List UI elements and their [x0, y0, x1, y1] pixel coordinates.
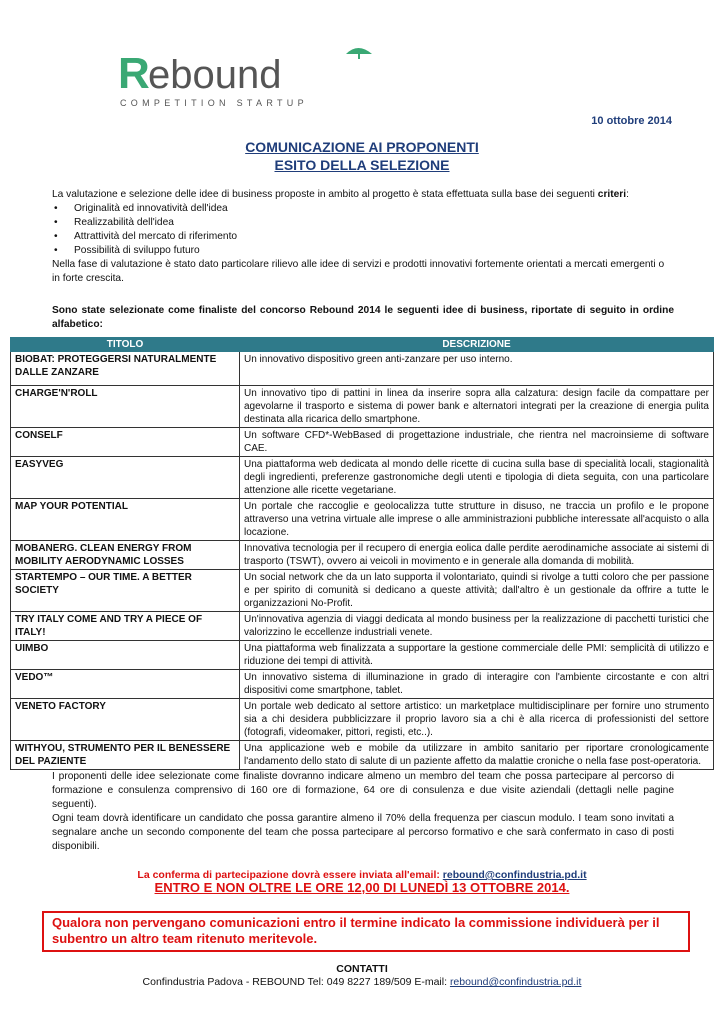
- table-row: [11, 499, 714, 541]
- idea-title: BIOBAT: PROTEGGERSI NATURALMENTE DALLE ZANZARE: [11, 352, 240, 386]
- idea-title: EASYVEG: [11, 457, 240, 499]
- title-line-2: ESITO DELLA SELEZIONE: [274, 157, 450, 173]
- idea-title: TRY ITALY COME AND TRY A PIECE OF ITALY!: [11, 612, 240, 641]
- finalists-instructions: [52, 770, 674, 854]
- criterion-item: • Realizzabilità dell'idea: [52, 216, 674, 230]
- intro-paragraph: [52, 188, 674, 202]
- table-header-row: [11, 338, 714, 352]
- contacts-email-link[interactable]: rebound@confindustria.pd.it: [449, 976, 582, 988]
- document-date: 10 ottobre 2014: [591, 115, 672, 127]
- idea-title: STARTEMPO – OUR TIME. A BETTER SOCIETY: [11, 570, 240, 612]
- idea-description: Innovativa tecnologia per il recupero di energia eolica dalle perdite aerodinamiche associate ai sistemi di trasporto (TSWT), ovvero ai veicoli in movimento e in generale alla domanda di mobilità.: [240, 541, 714, 570]
- idea-description: Una piattaforma web dedicata al mondo delle ricette di cucina sulla base di specialità locali, stagionalità degli ingredienti, preferenze gastronomiche degli utenti e tipologia di dieta seguita, con una particolare attenzione alle ricette vegetariane.: [240, 457, 714, 499]
- selected-ideas-intro: Sono state selezionate come finaliste del concorso Rebound 2014 le seguenti idee di business, riportate di seguito in ordine alfabetico:: [52, 305, 674, 330]
- table-row: [11, 570, 714, 612]
- svg-text:COMPETITION STARTUP: COMPETITION STARTUP: [120, 98, 308, 108]
- idea-title: VENETO FACTORY: [11, 699, 240, 741]
- idea-title: MAP YOUR POTENTIAL: [11, 499, 240, 541]
- idea-description: Un innovativo sistema di illuminazione in grado di interagire con l'ambiente circostante e con altri dispositivi come smartphone, tablet.: [240, 670, 714, 699]
- contacts-text: Confindustria Padova - REBOUND Tel: 049 8227 189/509 E-mail:: [142, 976, 450, 988]
- table-row: [11, 352, 714, 386]
- column-header-description: DESCRIZIONE: [240, 338, 714, 352]
- table-row: [11, 457, 714, 499]
- idea-title: CHARGE'N'ROLL: [11, 386, 240, 428]
- idea-description: Una applicazione web e mobile da utilizzare in ambito sanitario per riportare cronologicamente l'andamento dello stato di salute di un paziente affetto da malattie croniche o nella fase post-operatoria.: [240, 741, 714, 770]
- idea-description: Una piattaforma web finalizzata a supportare la gestione commerciale delle PMI: semplicità di utilizzo e riduzione dei tempi di attività.: [240, 641, 714, 670]
- table-row: [11, 670, 714, 699]
- warning-text: Qualora non pervengano comunicazioni entro il termine indicato la commissione individuerà per il subentro un altro team ritenuto meritevole.: [52, 915, 660, 946]
- svg-text:R: R: [118, 49, 149, 98]
- table-row: [11, 741, 714, 770]
- idea-description: Un'innovativa agenzia di viaggi dedicata al mondo business per la realizzazione di pacchetti turistici che valorizzino le eccellenze industriali venete.: [240, 612, 714, 641]
- idea-description: Un software CFD*-WebBased di progettazione industriale, che rientra nel macroinsieme di software CAE.: [240, 428, 714, 457]
- idea-title: MOBANERG. CLEAN ENERGY FROM MOBILITY AERODYNAMIC LOSSES: [11, 541, 240, 570]
- intro-note: Nella fase di valutazione è stato dato particolare rilievo alle idee di servizi e prodotti innovativi fortemente orientati a mercati emergenti o in forte crescita.: [52, 259, 665, 284]
- contacts-line: [0, 976, 724, 988]
- warning-box: [42, 911, 690, 952]
- criterion-item: • Originalità ed innovatività dell'idea: [52, 202, 674, 216]
- svg-text:ebound: ebound: [148, 53, 282, 97]
- instructions-paragraph-2: Ogni team dovrà identificare un candidato che possa garantire almeno il 70% della frequenza per ciascun modulo. I team sono invitati a segnalare anche un secondo componente del team che possa partecipare al percorso formativo e che sarà confermato in caso di posti disponibili.: [52, 813, 674, 852]
- criterion-item: • Possibilità di sviluppo futuro: [52, 244, 674, 258]
- table-row: [11, 386, 714, 428]
- idea-description: Un social network che da un lato supporta il volontariato, quindi si rivolge a tutti coloro che per passione e per spirito di comunità si dedicano a queste attività; dall'altro è un gestionale da offrire a tutte le organizzazioni No-Profit.: [240, 570, 714, 612]
- column-header-title: TITOLO: [11, 338, 240, 352]
- confirmation-text: La conferma di partecipazione dovrà essere inviata all'email:: [137, 869, 443, 881]
- criterion-item: • Attrattività del mercato di riferimento: [52, 230, 674, 244]
- rebound-logo: [118, 44, 378, 110]
- table-row: [11, 428, 714, 457]
- instructions-paragraph-1: I proponenti delle idee selezionate come finaliste dovranno indicare almeno un membro del team che possa partecipare al percorso di formazione e consulenza comprensivo di 160 ore di formazione, 64 ore di consulenza e due visite aziendali (dettagli nelle pagine seguenti).: [52, 771, 674, 810]
- table-row: [11, 612, 714, 641]
- intro-section: [52, 188, 674, 286]
- idea-title: WITHYOU, STRUMENTO PER IL BENESSERE DEL PAZIENTE: [11, 741, 240, 770]
- deadline-notice: ENTRO E NON OLTRE LE ORE 12,00 DI LUNEDÌ 13 OTTOBRE 2014.: [154, 880, 570, 895]
- idea-description: Un innovativo tipo di pattini in linea da inserire sopra alla calzatura: design facile da compattare per agevolarne il trasporto e sistema di power bank e alternatori integrati per la creazione di energia pulita destinata alla ricarica dello smartphone.: [240, 386, 714, 428]
- idea-description: Un portale web dedicato al settore artistico: un marketplace multidisciplinare per fornire uno strumento sia a chi desidera pubblicizzare il proprio lavoro sia a chi è alla ricerca di professionisti del settore (fotografi, videomaker, pittori, registi, etc..).: [240, 699, 714, 741]
- idea-title: UIMBO: [11, 641, 240, 670]
- intro-bold-word: criteri: [597, 189, 627, 200]
- table-row: [11, 699, 714, 741]
- idea-title: CONSELF: [11, 428, 240, 457]
- idea-description: Un innovativo dispositivo green anti-zanzare per uso interno.: [240, 352, 714, 386]
- idea-title: VEDO™: [11, 670, 240, 699]
- intro-text-end: :: [626, 189, 629, 200]
- table-row: [11, 641, 714, 670]
- selected-ideas-table: [10, 337, 714, 770]
- confirmation-email-link[interactable]: rebound@confindustria.pd.it: [442, 869, 587, 881]
- title-line-1: COMUNICAZIONE AI PROPONENTI: [245, 139, 479, 155]
- idea-description: Un portale che raccoglie e geolocalizza tutte strutture in disuso, ne traccia un profilo e le propone attraverso una vetrina virtuale alle imprese o alle amministrazioni pubbliche interessate all'acquisto o alla locazione.: [240, 499, 714, 541]
- rebound-logo-graphic: [118, 44, 378, 110]
- intro-text: La valutazione e selezione delle idee di business proposte in ambito al progetto è stata effettuata sulla base dei seguenti: [52, 189, 598, 200]
- table-row: [11, 541, 714, 570]
- contacts-heading: CONTATTI: [336, 963, 388, 975]
- criteria-list: [52, 202, 674, 258]
